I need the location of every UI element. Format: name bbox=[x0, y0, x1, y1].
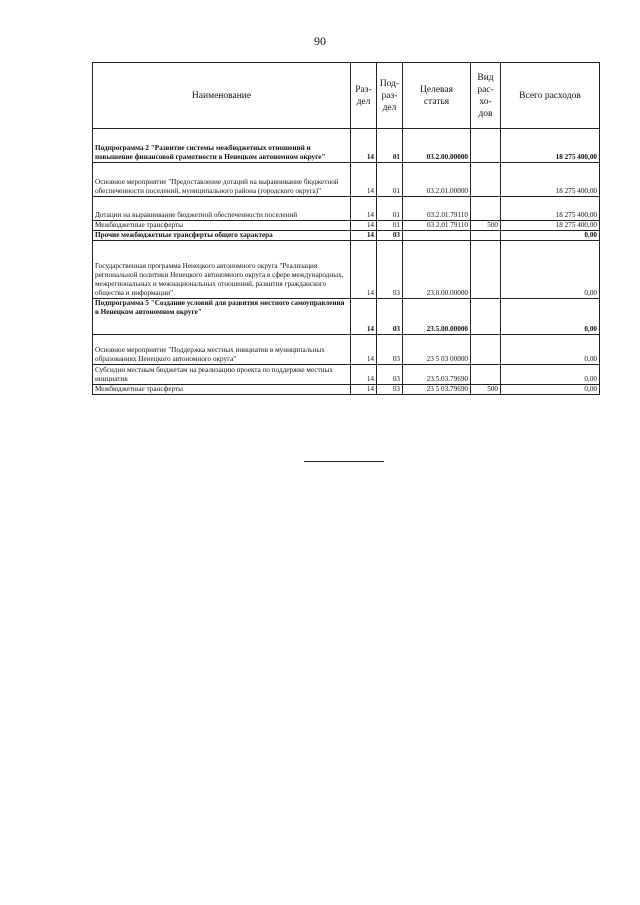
table-row bbox=[93, 197, 600, 221]
row-kind bbox=[471, 163, 501, 197]
row-section: 14 bbox=[351, 299, 377, 335]
row-kind bbox=[471, 197, 501, 221]
row-section: 14 bbox=[351, 221, 377, 231]
table-header-row bbox=[93, 63, 600, 129]
row-kind bbox=[471, 241, 501, 299]
table-row bbox=[93, 241, 600, 299]
row-subsection: 03 bbox=[377, 241, 403, 299]
row-name: Основное мероприятие "Поддержка местных инициатив в муниципальных образованиях Ненецкого автономного округа" bbox=[93, 335, 351, 365]
row-total: 0,00 bbox=[501, 231, 600, 241]
header-total: Всего расходов bbox=[501, 63, 600, 129]
row-total: 18 275 400,00 bbox=[501, 129, 600, 163]
row-total: 0,00 bbox=[501, 365, 600, 385]
row-target: 03.2.01.79110 bbox=[403, 197, 471, 221]
row-subsection: 03 bbox=[377, 335, 403, 365]
row-subsection: 03 bbox=[377, 299, 403, 335]
header-subsection: Под- раз- дел bbox=[377, 63, 403, 129]
table-row bbox=[93, 163, 600, 197]
row-name: Прочие межбюджетные трансферты общего характера bbox=[93, 231, 351, 241]
row-name: Основное мероприятие "Предоставление дотаций на выравнивание бюджетной обеспеченности поселений, муниципального района (городского округа)" bbox=[93, 163, 351, 197]
row-target: 03.2.00.00000 bbox=[403, 129, 471, 163]
row-total: 0,00 bbox=[501, 385, 600, 395]
row-section: 14 bbox=[351, 163, 377, 197]
budget-table bbox=[92, 62, 600, 395]
table-row bbox=[93, 299, 600, 335]
row-total: 0,00 bbox=[501, 299, 600, 335]
row-total: 0,00 bbox=[501, 335, 600, 365]
row-kind bbox=[471, 129, 501, 163]
row-total: 18 275 400,00 bbox=[501, 197, 600, 221]
row-target: 23 5 03 00000 bbox=[403, 335, 471, 365]
row-target: 23.5.00.00000 bbox=[403, 299, 471, 335]
row-kind: 500 bbox=[471, 385, 501, 395]
table-row bbox=[93, 231, 600, 241]
row-name: Подпрограмма 5 "Создание условий для развития местного самоуправления в Ненецком автономном округе" bbox=[93, 299, 351, 335]
row-target: 03 2.01 79110 bbox=[403, 221, 471, 231]
row-kind bbox=[471, 335, 501, 365]
row-subsection: 03 bbox=[377, 365, 403, 385]
row-kind: 500 bbox=[471, 221, 501, 231]
row-target: 03.2.01.00000 bbox=[403, 163, 471, 197]
row-section: 14 bbox=[351, 129, 377, 163]
row-name: Подпрограмма 2 "Развитие системы межбюджетных отношений и повышение финансовой грамотности в Ненецком автономном округе" bbox=[93, 129, 351, 163]
row-total: 18 275 400,00 bbox=[501, 163, 600, 197]
row-section: 14 bbox=[351, 231, 377, 241]
row-target bbox=[403, 231, 471, 241]
row-target: 23.5.03.79690 bbox=[403, 365, 471, 385]
table-row bbox=[93, 335, 600, 365]
table-row bbox=[93, 129, 600, 163]
row-subsection: 01 bbox=[377, 197, 403, 221]
row-name: Межбюджетные трансферты bbox=[93, 385, 351, 395]
row-section: 14 bbox=[351, 385, 377, 395]
table-row bbox=[93, 365, 600, 385]
table-row bbox=[93, 221, 600, 231]
divider-line bbox=[304, 461, 384, 462]
header-kind: Вид рас- хо- дов bbox=[471, 63, 501, 129]
row-target: 23.0.00.00000 bbox=[403, 241, 471, 299]
row-section: 14 bbox=[351, 241, 377, 299]
row-name: Государственная программа Ненецкого автономного округа "Реализация региональной политики Ненецкого автономного округа в сфере международных, межрегиональных и межнациональных отношений, развития гражданского общества и информации" bbox=[93, 241, 351, 299]
header-name: Наименование bbox=[93, 63, 351, 129]
row-name: Дотации на выравнивание бюджетной обеспеченности поселений bbox=[93, 197, 351, 221]
row-total: 18 275 400,00 bbox=[501, 221, 600, 231]
row-total: 0,00 bbox=[501, 241, 600, 299]
row-subsection: 01 bbox=[377, 221, 403, 231]
row-subsection: 01 bbox=[377, 129, 403, 163]
table-row bbox=[93, 385, 600, 395]
header-target: Целевая статья bbox=[403, 63, 471, 129]
row-section: 14 bbox=[351, 365, 377, 385]
row-name: Межбюджетные трансферты bbox=[93, 221, 351, 231]
row-target: 23 5 03.79690 bbox=[403, 385, 471, 395]
page-number: 90 bbox=[314, 34, 326, 48]
row-section: 14 bbox=[351, 197, 377, 221]
header-section: Раз- дел bbox=[351, 63, 377, 129]
row-kind bbox=[471, 365, 501, 385]
row-section: 14 bbox=[351, 335, 377, 365]
row-kind bbox=[471, 231, 501, 241]
row-subsection: 01 bbox=[377, 163, 403, 197]
row-name: Субсидии местным бюджетам на реализацию проекта по поддержке местных инициатив bbox=[93, 365, 351, 385]
row-kind bbox=[471, 299, 501, 335]
row-subsection: 03 bbox=[377, 385, 403, 395]
row-subsection: 03 bbox=[377, 231, 403, 241]
